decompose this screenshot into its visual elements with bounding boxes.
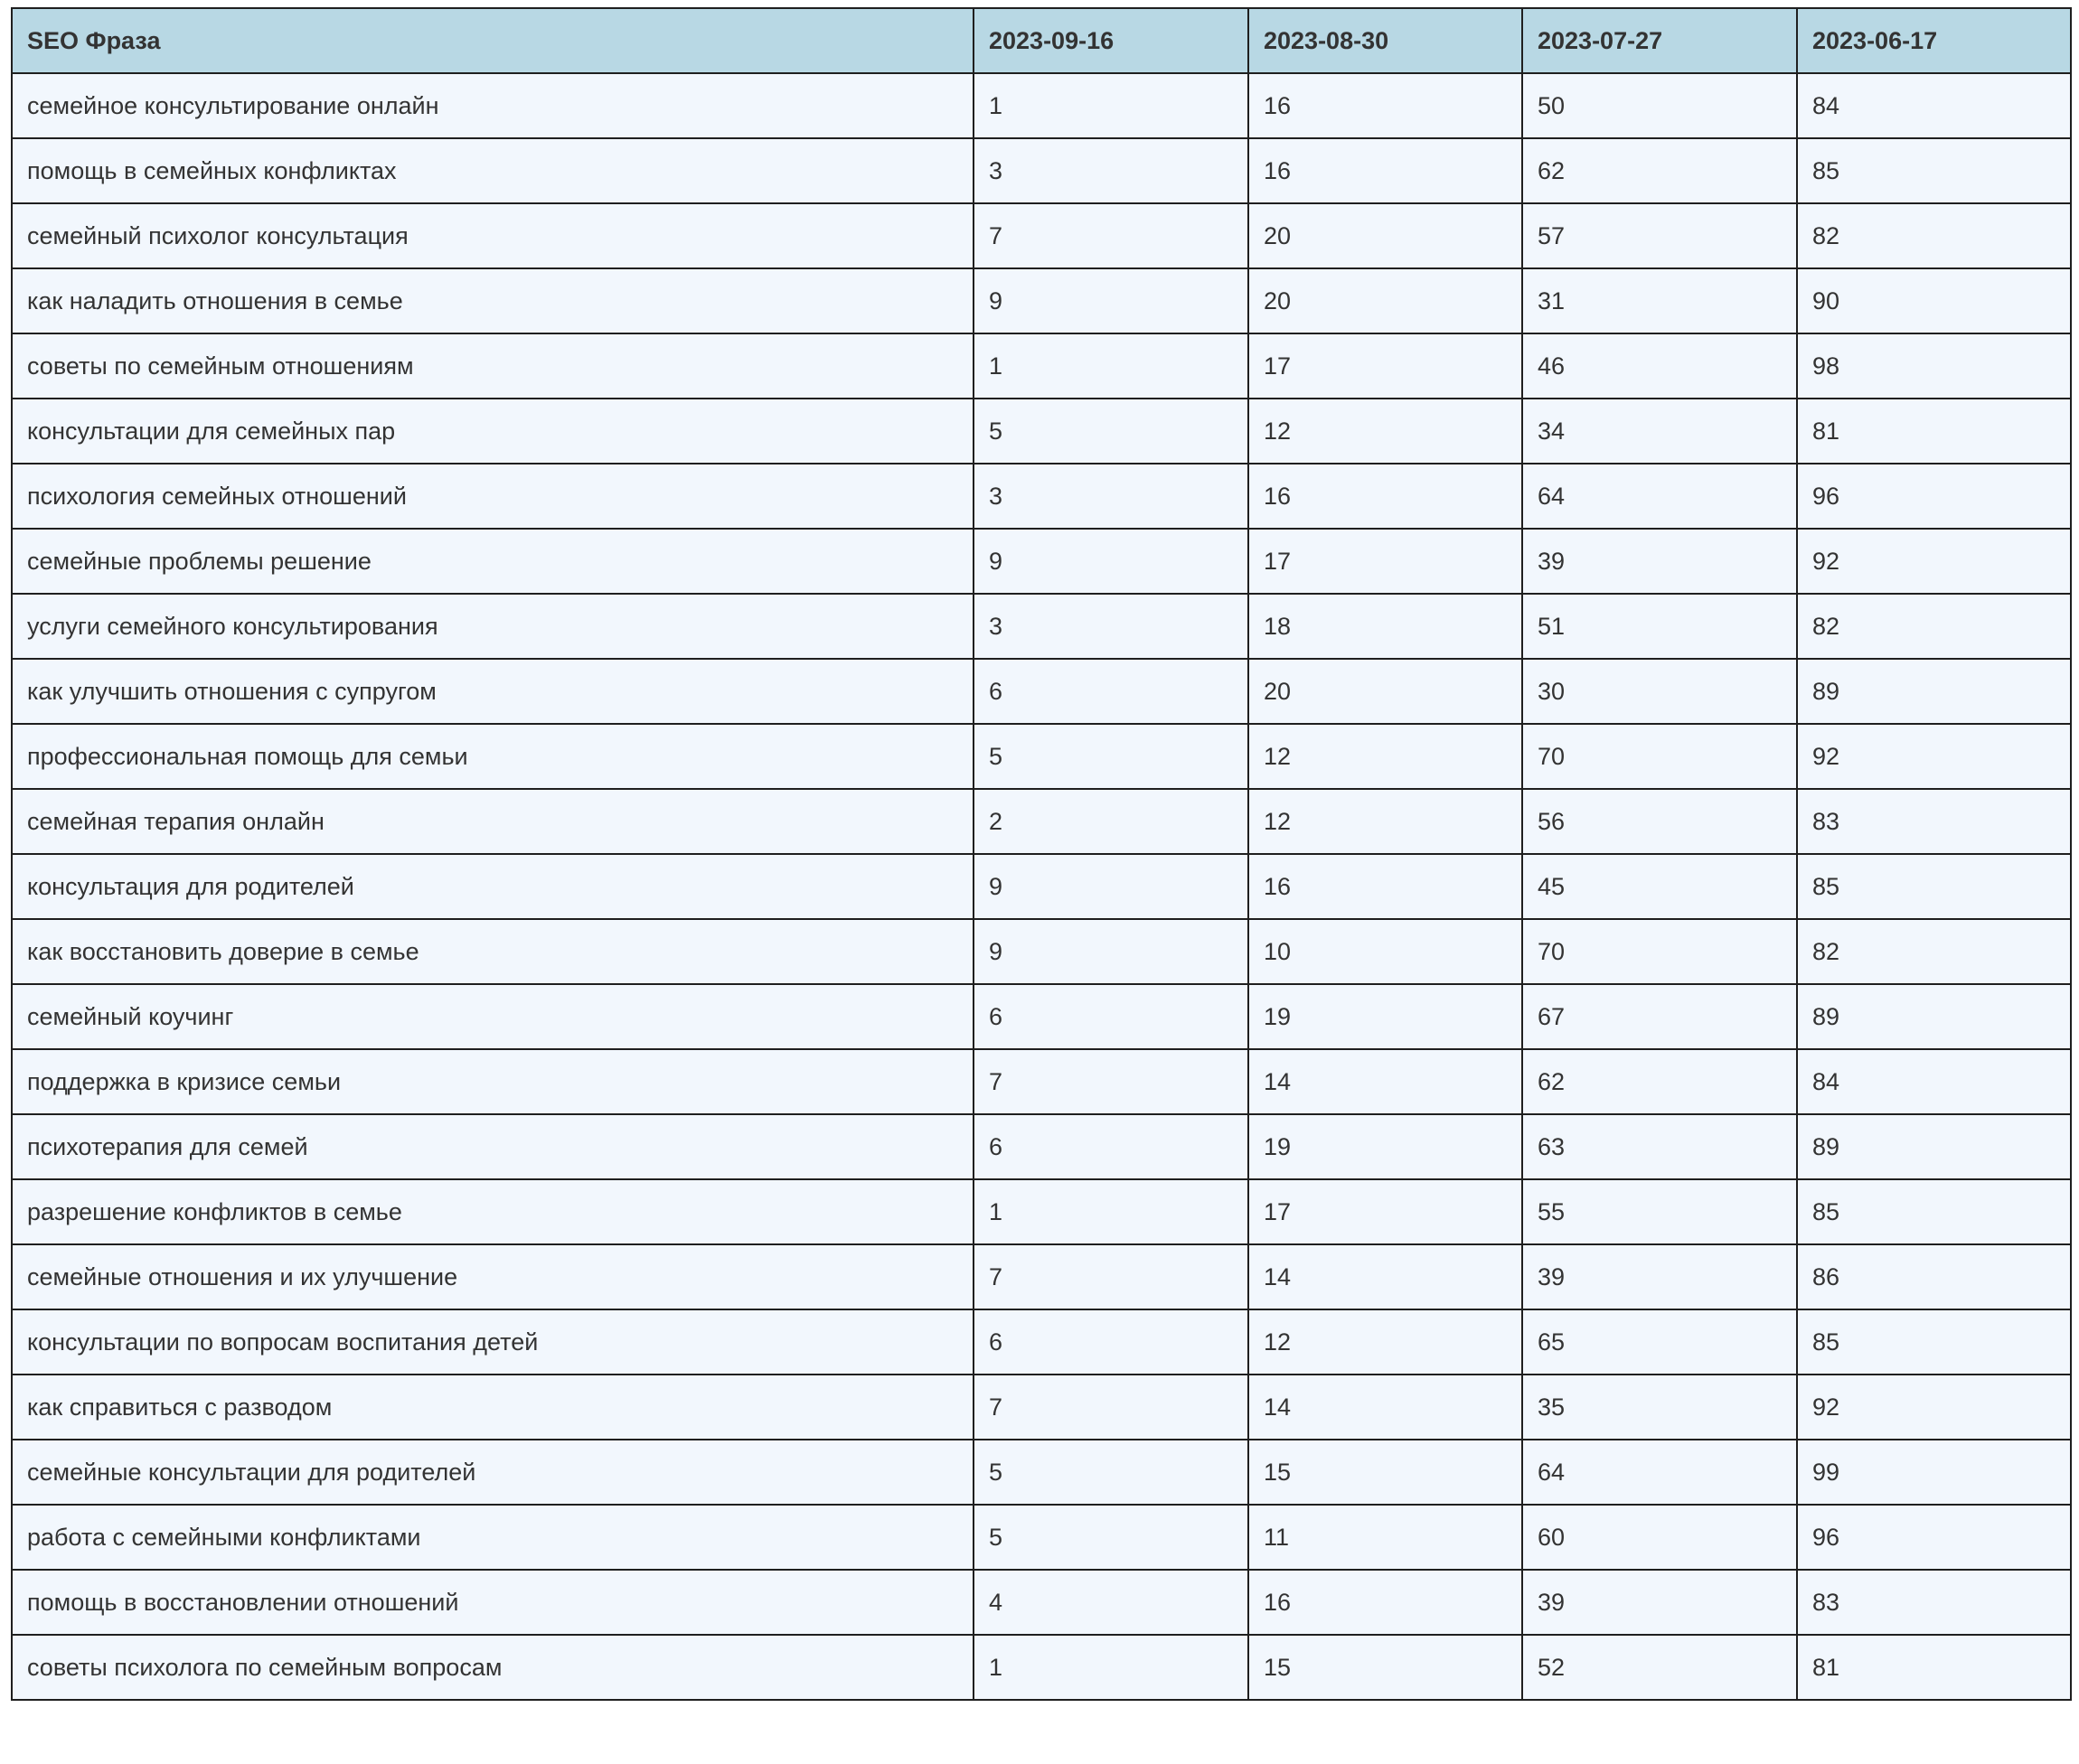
cell-position: 9 <box>974 854 1248 919</box>
cell-position: 60 <box>1522 1505 1797 1570</box>
cell-position: 1 <box>974 1179 1248 1244</box>
cell-position: 62 <box>1522 1049 1797 1114</box>
cell-position: 90 <box>1797 268 2071 333</box>
cell-seo-phrase: как восстановить доверие в семье <box>12 919 974 984</box>
cell-seo-phrase: семейные проблемы решение <box>12 529 974 594</box>
cell-position: 17 <box>1248 1179 1522 1244</box>
cell-position: 82 <box>1797 594 2071 659</box>
cell-position: 1 <box>974 333 1248 399</box>
cell-position: 85 <box>1797 1309 2071 1375</box>
table-row <box>12 529 2071 594</box>
cell-position: 17 <box>1248 529 1522 594</box>
cell-position: 15 <box>1248 1440 1522 1505</box>
cell-position: 12 <box>1248 789 1522 854</box>
table-row <box>12 1244 2071 1309</box>
table-row <box>12 1440 2071 1505</box>
cell-seo-phrase: как справиться с разводом <box>12 1375 974 1440</box>
table-header <box>12 8 2071 73</box>
table-container <box>11 7 2070 1701</box>
cell-position: 84 <box>1797 73 2071 138</box>
table-row <box>12 1505 2071 1570</box>
cell-position: 6 <box>974 984 1248 1049</box>
cell-position: 63 <box>1522 1114 1797 1179</box>
cell-position: 46 <box>1522 333 1797 399</box>
cell-position: 12 <box>1248 399 1522 464</box>
column-header-date: 2023-08-30 <box>1248 8 1522 73</box>
table-row <box>12 724 2071 789</box>
cell-position: 7 <box>974 203 1248 268</box>
cell-position: 19 <box>1248 1114 1522 1179</box>
column-header-date: 2023-09-16 <box>974 8 1248 73</box>
cell-position: 5 <box>974 1505 1248 1570</box>
cell-position: 2 <box>974 789 1248 854</box>
cell-position: 7 <box>974 1049 1248 1114</box>
cell-position: 31 <box>1522 268 1797 333</box>
cell-position: 1 <box>974 1635 1248 1700</box>
table-row <box>12 1114 2071 1179</box>
cell-position: 85 <box>1797 854 2071 919</box>
cell-position: 6 <box>974 659 1248 724</box>
table-row <box>12 1309 2071 1375</box>
cell-position: 51 <box>1522 594 1797 659</box>
cell-position: 9 <box>974 919 1248 984</box>
cell-seo-phrase: психология семейных отношений <box>12 464 974 529</box>
cell-position: 89 <box>1797 659 2071 724</box>
table-row <box>12 984 2071 1049</box>
cell-position: 92 <box>1797 724 2071 789</box>
cell-position: 89 <box>1797 1114 2071 1179</box>
cell-position: 70 <box>1522 919 1797 984</box>
cell-seo-phrase: семейная терапия онлайн <box>12 789 974 854</box>
cell-position: 12 <box>1248 724 1522 789</box>
cell-seo-phrase: профессиональная помощь для семьи <box>12 724 974 789</box>
cell-position: 1 <box>974 73 1248 138</box>
cell-position: 62 <box>1522 138 1797 203</box>
header-row <box>12 8 2071 73</box>
cell-position: 14 <box>1248 1244 1522 1309</box>
cell-position: 92 <box>1797 1375 2071 1440</box>
cell-position: 20 <box>1248 659 1522 724</box>
table-row <box>12 789 2071 854</box>
cell-seo-phrase: поддержка в кризисе семьи <box>12 1049 974 1114</box>
cell-seo-phrase: советы по семейным отношениям <box>12 333 974 399</box>
cell-position: 34 <box>1522 399 1797 464</box>
cell-position: 92 <box>1797 529 2071 594</box>
seo-rankings-table <box>11 7 2072 1701</box>
cell-position: 6 <box>974 1309 1248 1375</box>
cell-position: 5 <box>974 399 1248 464</box>
cell-position: 3 <box>974 464 1248 529</box>
cell-position: 70 <box>1522 724 1797 789</box>
cell-position: 83 <box>1797 1570 2071 1635</box>
cell-position: 12 <box>1248 1309 1522 1375</box>
table-row <box>12 594 2071 659</box>
cell-seo-phrase: семейное консультирование онлайн <box>12 73 974 138</box>
cell-seo-phrase: семейный психолог консультация <box>12 203 974 268</box>
cell-seo-phrase: помощь в восстановлении отношений <box>12 1570 974 1635</box>
cell-position: 30 <box>1522 659 1797 724</box>
table-row <box>12 919 2071 984</box>
cell-position: 18 <box>1248 594 1522 659</box>
cell-seo-phrase: семейные отношения и их улучшение <box>12 1244 974 1309</box>
cell-position: 35 <box>1522 1375 1797 1440</box>
cell-seo-phrase: семейные консультации для родителей <box>12 1440 974 1505</box>
cell-position: 16 <box>1248 854 1522 919</box>
column-header-date: 2023-06-17 <box>1797 8 2071 73</box>
table-row <box>12 854 2071 919</box>
cell-position: 64 <box>1522 1440 1797 1505</box>
cell-seo-phrase: помощь в семейных конфликтах <box>12 138 974 203</box>
cell-position: 20 <box>1248 203 1522 268</box>
cell-position: 4 <box>974 1570 1248 1635</box>
cell-position: 99 <box>1797 1440 2071 1505</box>
table-row <box>12 464 2071 529</box>
cell-position: 19 <box>1248 984 1522 1049</box>
cell-position: 98 <box>1797 333 2071 399</box>
table-row <box>12 1375 2071 1440</box>
cell-position: 39 <box>1522 1244 1797 1309</box>
cell-position: 9 <box>974 268 1248 333</box>
cell-position: 89 <box>1797 984 2071 1049</box>
column-header-seo-phrase: SEO Фраза <box>12 8 974 73</box>
cell-position: 85 <box>1797 1179 2071 1244</box>
cell-position: 14 <box>1248 1375 1522 1440</box>
cell-position: 16 <box>1248 73 1522 138</box>
cell-seo-phrase: как улучшить отношения с супругом <box>12 659 974 724</box>
cell-seo-phrase: разрешение конфликтов в семье <box>12 1179 974 1244</box>
cell-seo-phrase: психотерапия для семей <box>12 1114 974 1179</box>
cell-position: 16 <box>1248 138 1522 203</box>
cell-seo-phrase: услуги семейного консультирования <box>12 594 974 659</box>
cell-position: 55 <box>1522 1179 1797 1244</box>
table-row <box>12 399 2071 464</box>
cell-position: 9 <box>974 529 1248 594</box>
cell-position: 17 <box>1248 333 1522 399</box>
table-row <box>12 1179 2071 1244</box>
table-row <box>12 1570 2071 1635</box>
table-body <box>12 73 2071 1700</box>
cell-position: 5 <box>974 1440 1248 1505</box>
cell-seo-phrase: консультации для семейных пар <box>12 399 974 464</box>
cell-position: 84 <box>1797 1049 2071 1114</box>
cell-position: 16 <box>1248 464 1522 529</box>
table-row <box>12 203 2071 268</box>
cell-position: 96 <box>1797 464 2071 529</box>
cell-position: 7 <box>974 1375 1248 1440</box>
cell-position: 16 <box>1248 1570 1522 1635</box>
cell-position: 56 <box>1522 789 1797 854</box>
table-row <box>12 1049 2071 1114</box>
cell-position: 57 <box>1522 203 1797 268</box>
cell-position: 3 <box>974 594 1248 659</box>
cell-position: 3 <box>974 138 1248 203</box>
cell-position: 5 <box>974 724 1248 789</box>
cell-position: 81 <box>1797 399 2071 464</box>
cell-seo-phrase: консультация для родителей <box>12 854 974 919</box>
cell-position: 10 <box>1248 919 1522 984</box>
cell-seo-phrase: как наладить отношения в семье <box>12 268 974 333</box>
cell-seo-phrase: семейный коучинг <box>12 984 974 1049</box>
cell-position: 86 <box>1797 1244 2071 1309</box>
cell-position: 81 <box>1797 1635 2071 1700</box>
cell-position: 67 <box>1522 984 1797 1049</box>
cell-position: 11 <box>1248 1505 1522 1570</box>
cell-position: 6 <box>974 1114 1248 1179</box>
cell-position: 45 <box>1522 854 1797 919</box>
cell-position: 14 <box>1248 1049 1522 1114</box>
cell-seo-phrase: работа с семейными конфликтами <box>12 1505 974 1570</box>
cell-position: 50 <box>1522 73 1797 138</box>
table-row <box>12 659 2071 724</box>
table-row <box>12 268 2071 333</box>
column-header-date: 2023-07-27 <box>1522 8 1797 73</box>
cell-position: 52 <box>1522 1635 1797 1700</box>
cell-seo-phrase: советы психолога по семейным вопросам <box>12 1635 974 1700</box>
cell-position: 7 <box>974 1244 1248 1309</box>
cell-position: 85 <box>1797 138 2071 203</box>
cell-position: 15 <box>1248 1635 1522 1700</box>
cell-position: 96 <box>1797 1505 2071 1570</box>
cell-position: 39 <box>1522 529 1797 594</box>
cell-position: 65 <box>1522 1309 1797 1375</box>
table-row <box>12 1635 2071 1700</box>
cell-position: 82 <box>1797 203 2071 268</box>
cell-position: 64 <box>1522 464 1797 529</box>
cell-position: 82 <box>1797 919 2071 984</box>
cell-seo-phrase: консультации по вопросам воспитания детей <box>12 1309 974 1375</box>
table-row <box>12 138 2071 203</box>
table-row <box>12 333 2071 399</box>
cell-position: 20 <box>1248 268 1522 333</box>
cell-position: 39 <box>1522 1570 1797 1635</box>
cell-position: 83 <box>1797 789 2071 854</box>
table-row <box>12 73 2071 138</box>
